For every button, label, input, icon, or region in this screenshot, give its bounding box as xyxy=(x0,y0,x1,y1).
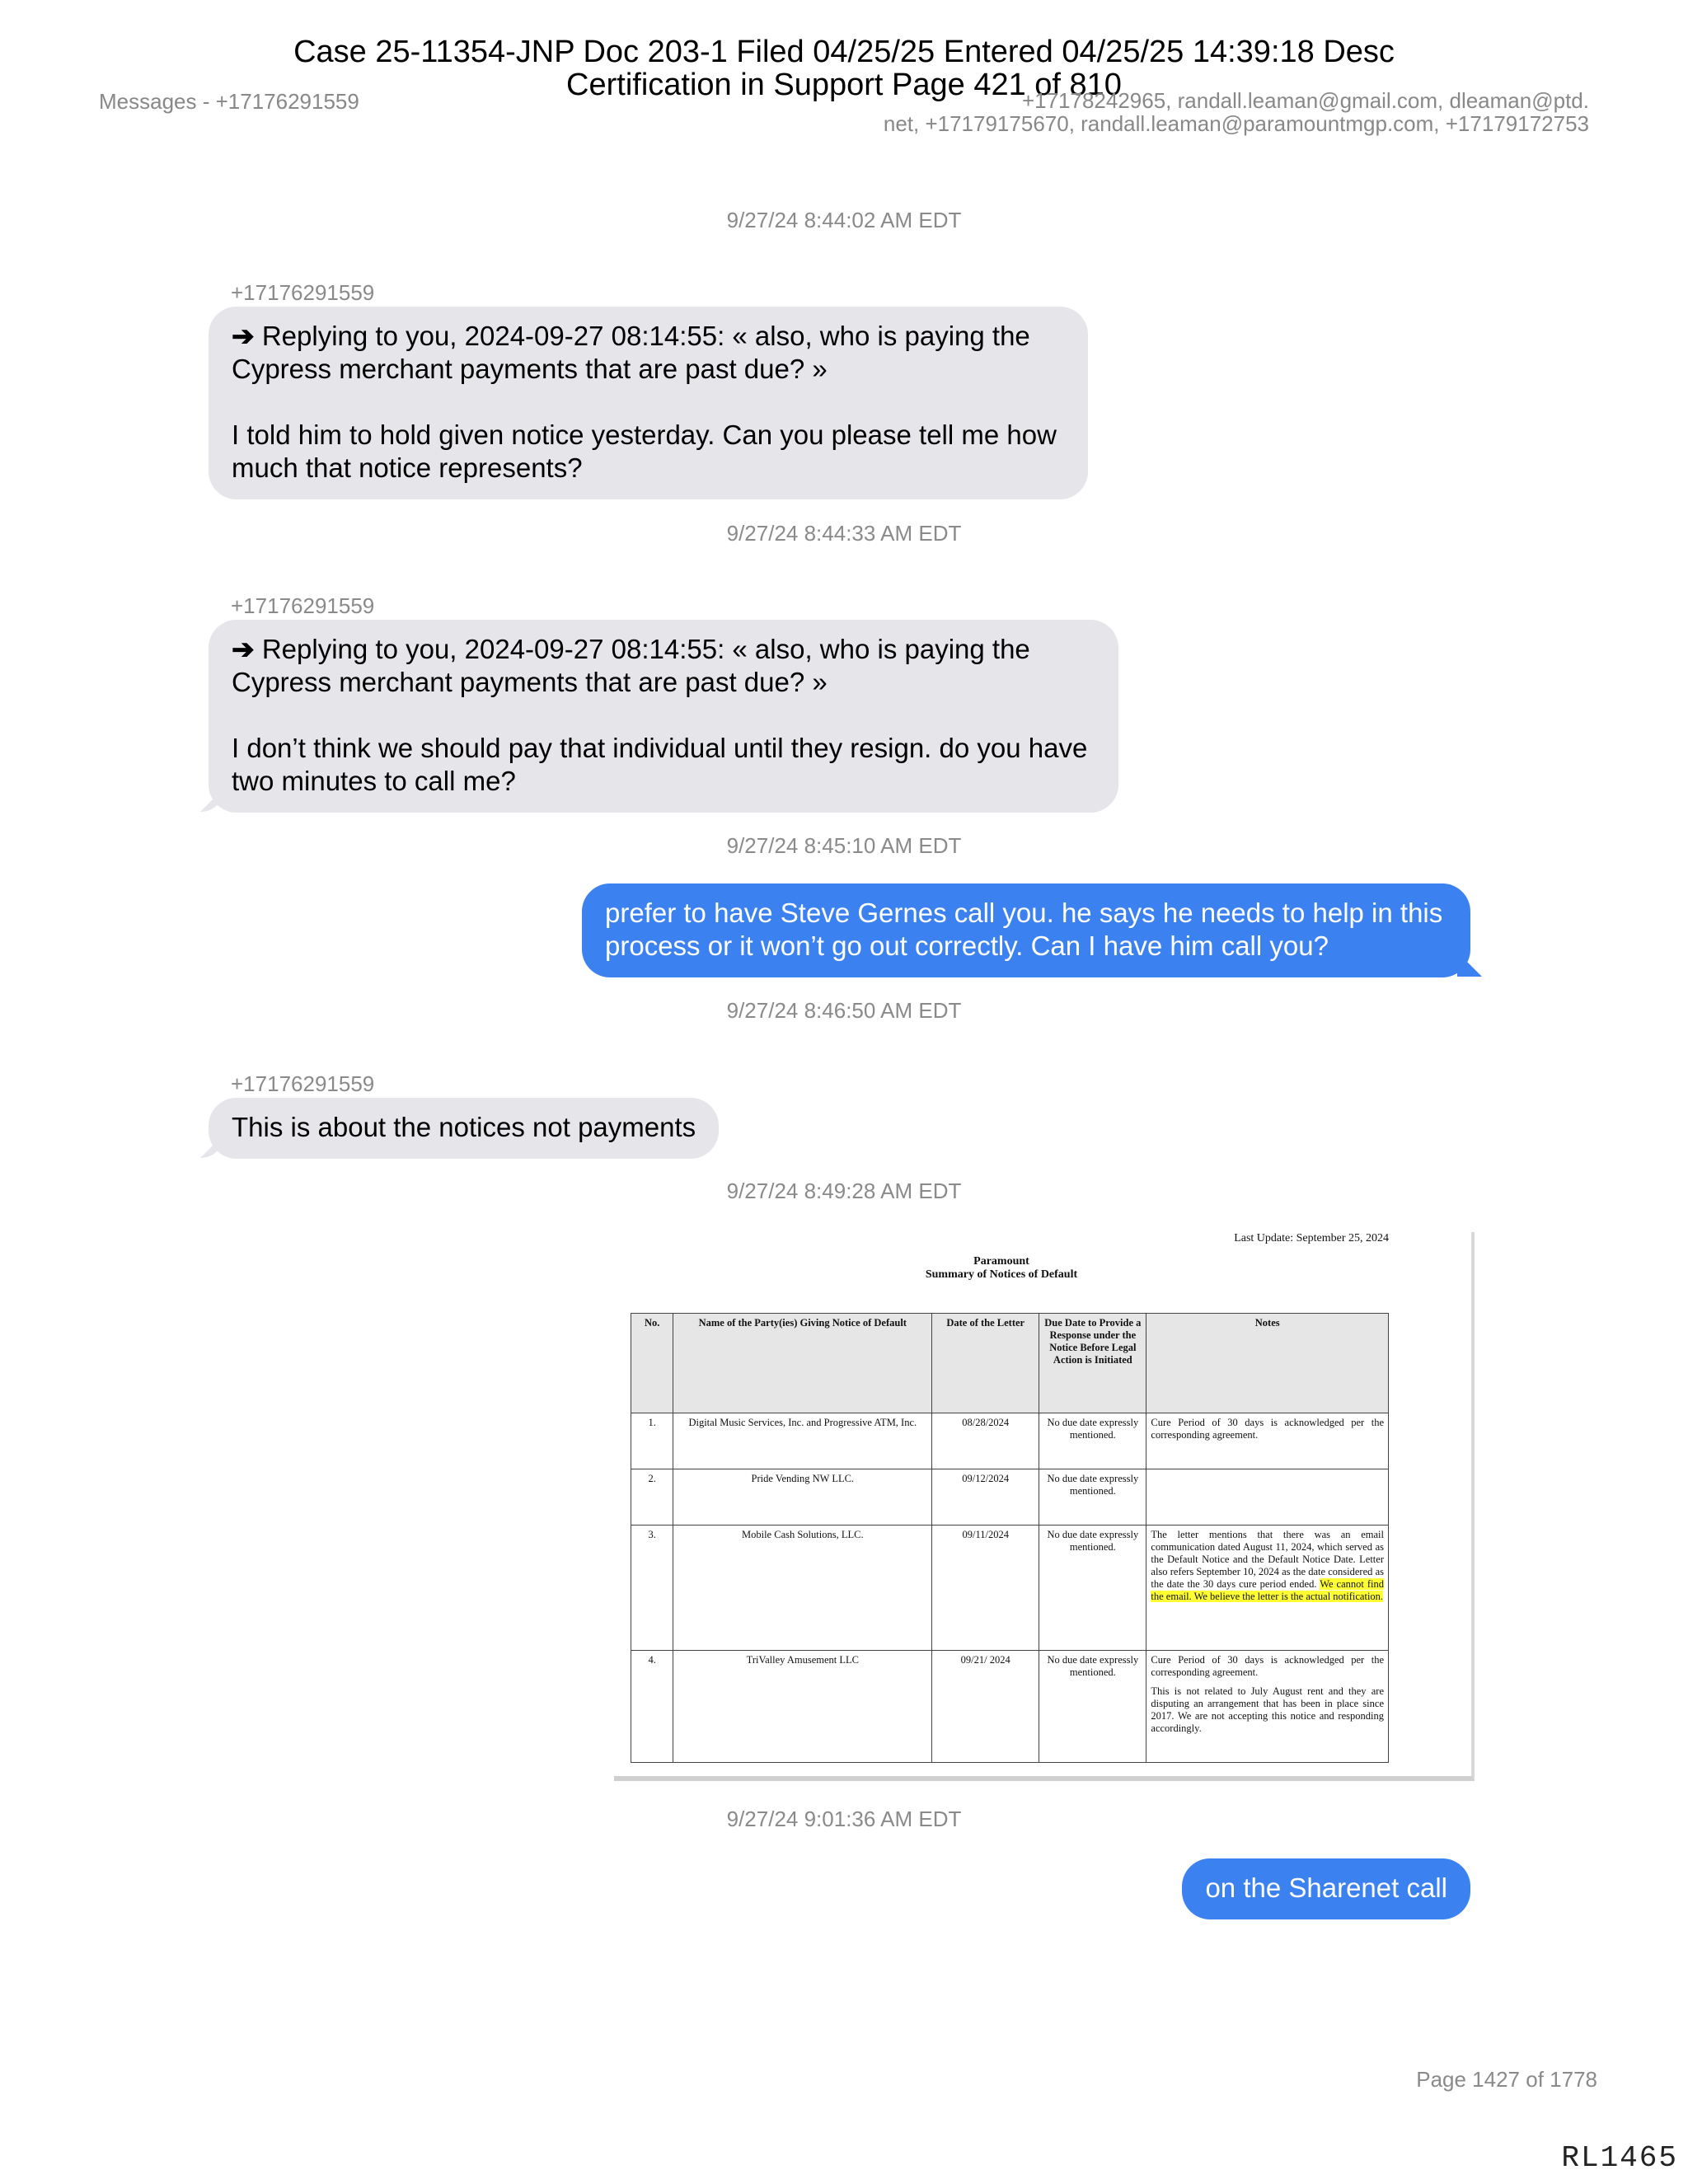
cell-date: 09/11/2024 xyxy=(932,1526,1039,1651)
column-header: No. xyxy=(631,1314,673,1413)
cell-notes: Cure Period of 30 days is acknowledged per the corresponding agreement. xyxy=(1146,1413,1389,1469)
image-attachment[interactable] xyxy=(614,1232,1475,1781)
conversation-title: Messages - +17176291559 xyxy=(99,89,359,114)
cell-no: 3. xyxy=(631,1526,673,1651)
doc-subtitle: Summary of Notices of Default xyxy=(925,1268,1078,1281)
incoming-message-bubble[interactable] xyxy=(209,307,1088,499)
message-sender: +17176291559 xyxy=(231,1071,375,1096)
message-timestamp: 9/27/24 8:44:02 AM EDT xyxy=(726,208,962,232)
page-number: Page 1427 of 1778 xyxy=(1416,2067,1597,2092)
message-body: This is about the notices not payments xyxy=(232,1112,696,1142)
cell-notes xyxy=(1146,1526,1389,1651)
table-row xyxy=(631,1526,1389,1651)
cell-no: 2. xyxy=(631,1469,673,1526)
outgoing-message-bubble[interactable] xyxy=(582,883,1470,977)
participants-line2: net, +17179175670, randall.leaman@paramountmgp.com, +17179172753 xyxy=(883,111,1589,136)
cell-notes xyxy=(1146,1469,1389,1526)
table-row xyxy=(631,1651,1389,1763)
message-sender: +17176291559 xyxy=(231,280,375,305)
outgoing-message-bubble[interactable] xyxy=(1182,1858,1470,1919)
cell-party: TriValley Amusement LLC xyxy=(673,1651,932,1763)
notes-text: This is not related to July August rent and they are disputing an arrangement that has been in place since 2017. We are not accepting this notice and responding accordingly. xyxy=(1151,1685,1384,1734)
doc-last-update: Last Update: September 25, 2024 xyxy=(1234,1232,1389,1244)
court-header-line1: Case 25-11354-JNP Doc 203-1 Filed 04/25/25 Entered 04/25/25 14:39:18 Desc xyxy=(293,35,1395,69)
column-header: Name of the Party(ies) Giving Notice of Default xyxy=(673,1314,932,1413)
column-header: Date of the Letter xyxy=(932,1314,1039,1413)
reply-quote xyxy=(232,320,1065,386)
cell-date: 09/12/2024 xyxy=(932,1469,1039,1526)
cell-no: 4. xyxy=(631,1651,673,1763)
cell-due: No due date expressly mentioned. xyxy=(1039,1413,1146,1469)
cell-due: No due date expressly mentioned. xyxy=(1039,1469,1146,1526)
notes-text: Cure Period of 30 days is acknowledged per the corresponding agreement. xyxy=(1151,1654,1384,1678)
reply-quote-text: Replying to you, 2024-09-27 08:14:55: « also, who is paying the Cypress merchant payments that are past due? » xyxy=(232,634,1030,697)
cell-party: Digital Music Services, Inc. and Progressive ATM, Inc. xyxy=(673,1413,932,1469)
table-header-row xyxy=(631,1314,1389,1413)
doc-title: Paramount xyxy=(973,1255,1029,1268)
message-timestamp: 9/27/24 8:46:50 AM EDT xyxy=(726,998,962,1023)
message-body: prefer to have Steve Gernes call you. he says he needs to help in this process or it won’t go out correctly. Can I have him call you? xyxy=(605,898,1443,961)
message-body: on the Sharenet call xyxy=(1205,1872,1447,1903)
table-row xyxy=(631,1469,1389,1526)
highlighted-note: We cannot find the email. We believe the letter is the actual notification. xyxy=(1151,1578,1384,1602)
notes-text: The letter mentions that there was an email communication dated August 11, 2024, which served as the Default Notice and the Default Notice Date. Letter also refers September 10, 2024 as the date considered as the date the 30 days cure period ended. xyxy=(1151,1529,1384,1590)
message-timestamp: 9/27/24 8:45:10 AM EDT xyxy=(726,833,962,858)
participants-line1: +17178242965, randall.leaman@gmail.com, dleaman@ptd. xyxy=(1021,88,1589,113)
table-row xyxy=(631,1413,1389,1469)
message-body: I told him to hold given notice yesterday. Can you please tell me how much that notice represents? xyxy=(232,419,1057,483)
message-timestamp: 9/27/24 9:01:36 AM EDT xyxy=(726,1807,962,1831)
notices-table xyxy=(631,1313,1389,1763)
cell-notes xyxy=(1146,1651,1389,1763)
incoming-message-bubble[interactable] xyxy=(209,620,1118,813)
message-body: I don’t think we should pay that individual until they resign. do you have two minutes to call me? xyxy=(232,733,1088,796)
participants-list xyxy=(765,89,1589,135)
column-header: Due Date to Provide a Response under the Notice Before Legal Action is Initiated xyxy=(1039,1314,1146,1413)
reply-quote xyxy=(232,633,1095,699)
cell-date: 09/21/ 2024 xyxy=(932,1651,1039,1763)
message-timestamp: 9/27/24 8:49:28 AM EDT xyxy=(726,1179,962,1203)
column-header: Notes xyxy=(1146,1314,1389,1413)
message-sender: +17176291559 xyxy=(231,593,375,618)
bates-stamp: RL1465 xyxy=(1561,2141,1678,2175)
cell-party: Pride Vending NW LLC. xyxy=(673,1469,932,1526)
cell-party: Mobile Cash Solutions, LLC. xyxy=(673,1526,932,1651)
reply-arrow-icon: ➔ xyxy=(232,321,255,351)
message-timestamp: 9/27/24 8:44:33 AM EDT xyxy=(726,521,962,546)
cell-date: 08/28/2024 xyxy=(932,1413,1039,1469)
cell-no: 1. xyxy=(631,1413,673,1469)
cell-due: No due date expressly mentioned. xyxy=(1039,1526,1146,1651)
reply-quote-text: Replying to you, 2024-09-27 08:14:55: « also, who is paying the Cypress merchant payments that are past due? » xyxy=(232,321,1030,384)
cell-due: No due date expressly mentioned. xyxy=(1039,1651,1146,1763)
incoming-message-bubble[interactable] xyxy=(209,1098,719,1159)
reply-arrow-icon: ➔ xyxy=(232,634,255,664)
court-header-line2: Certification in Support Page 421 of 810 xyxy=(566,68,1122,102)
